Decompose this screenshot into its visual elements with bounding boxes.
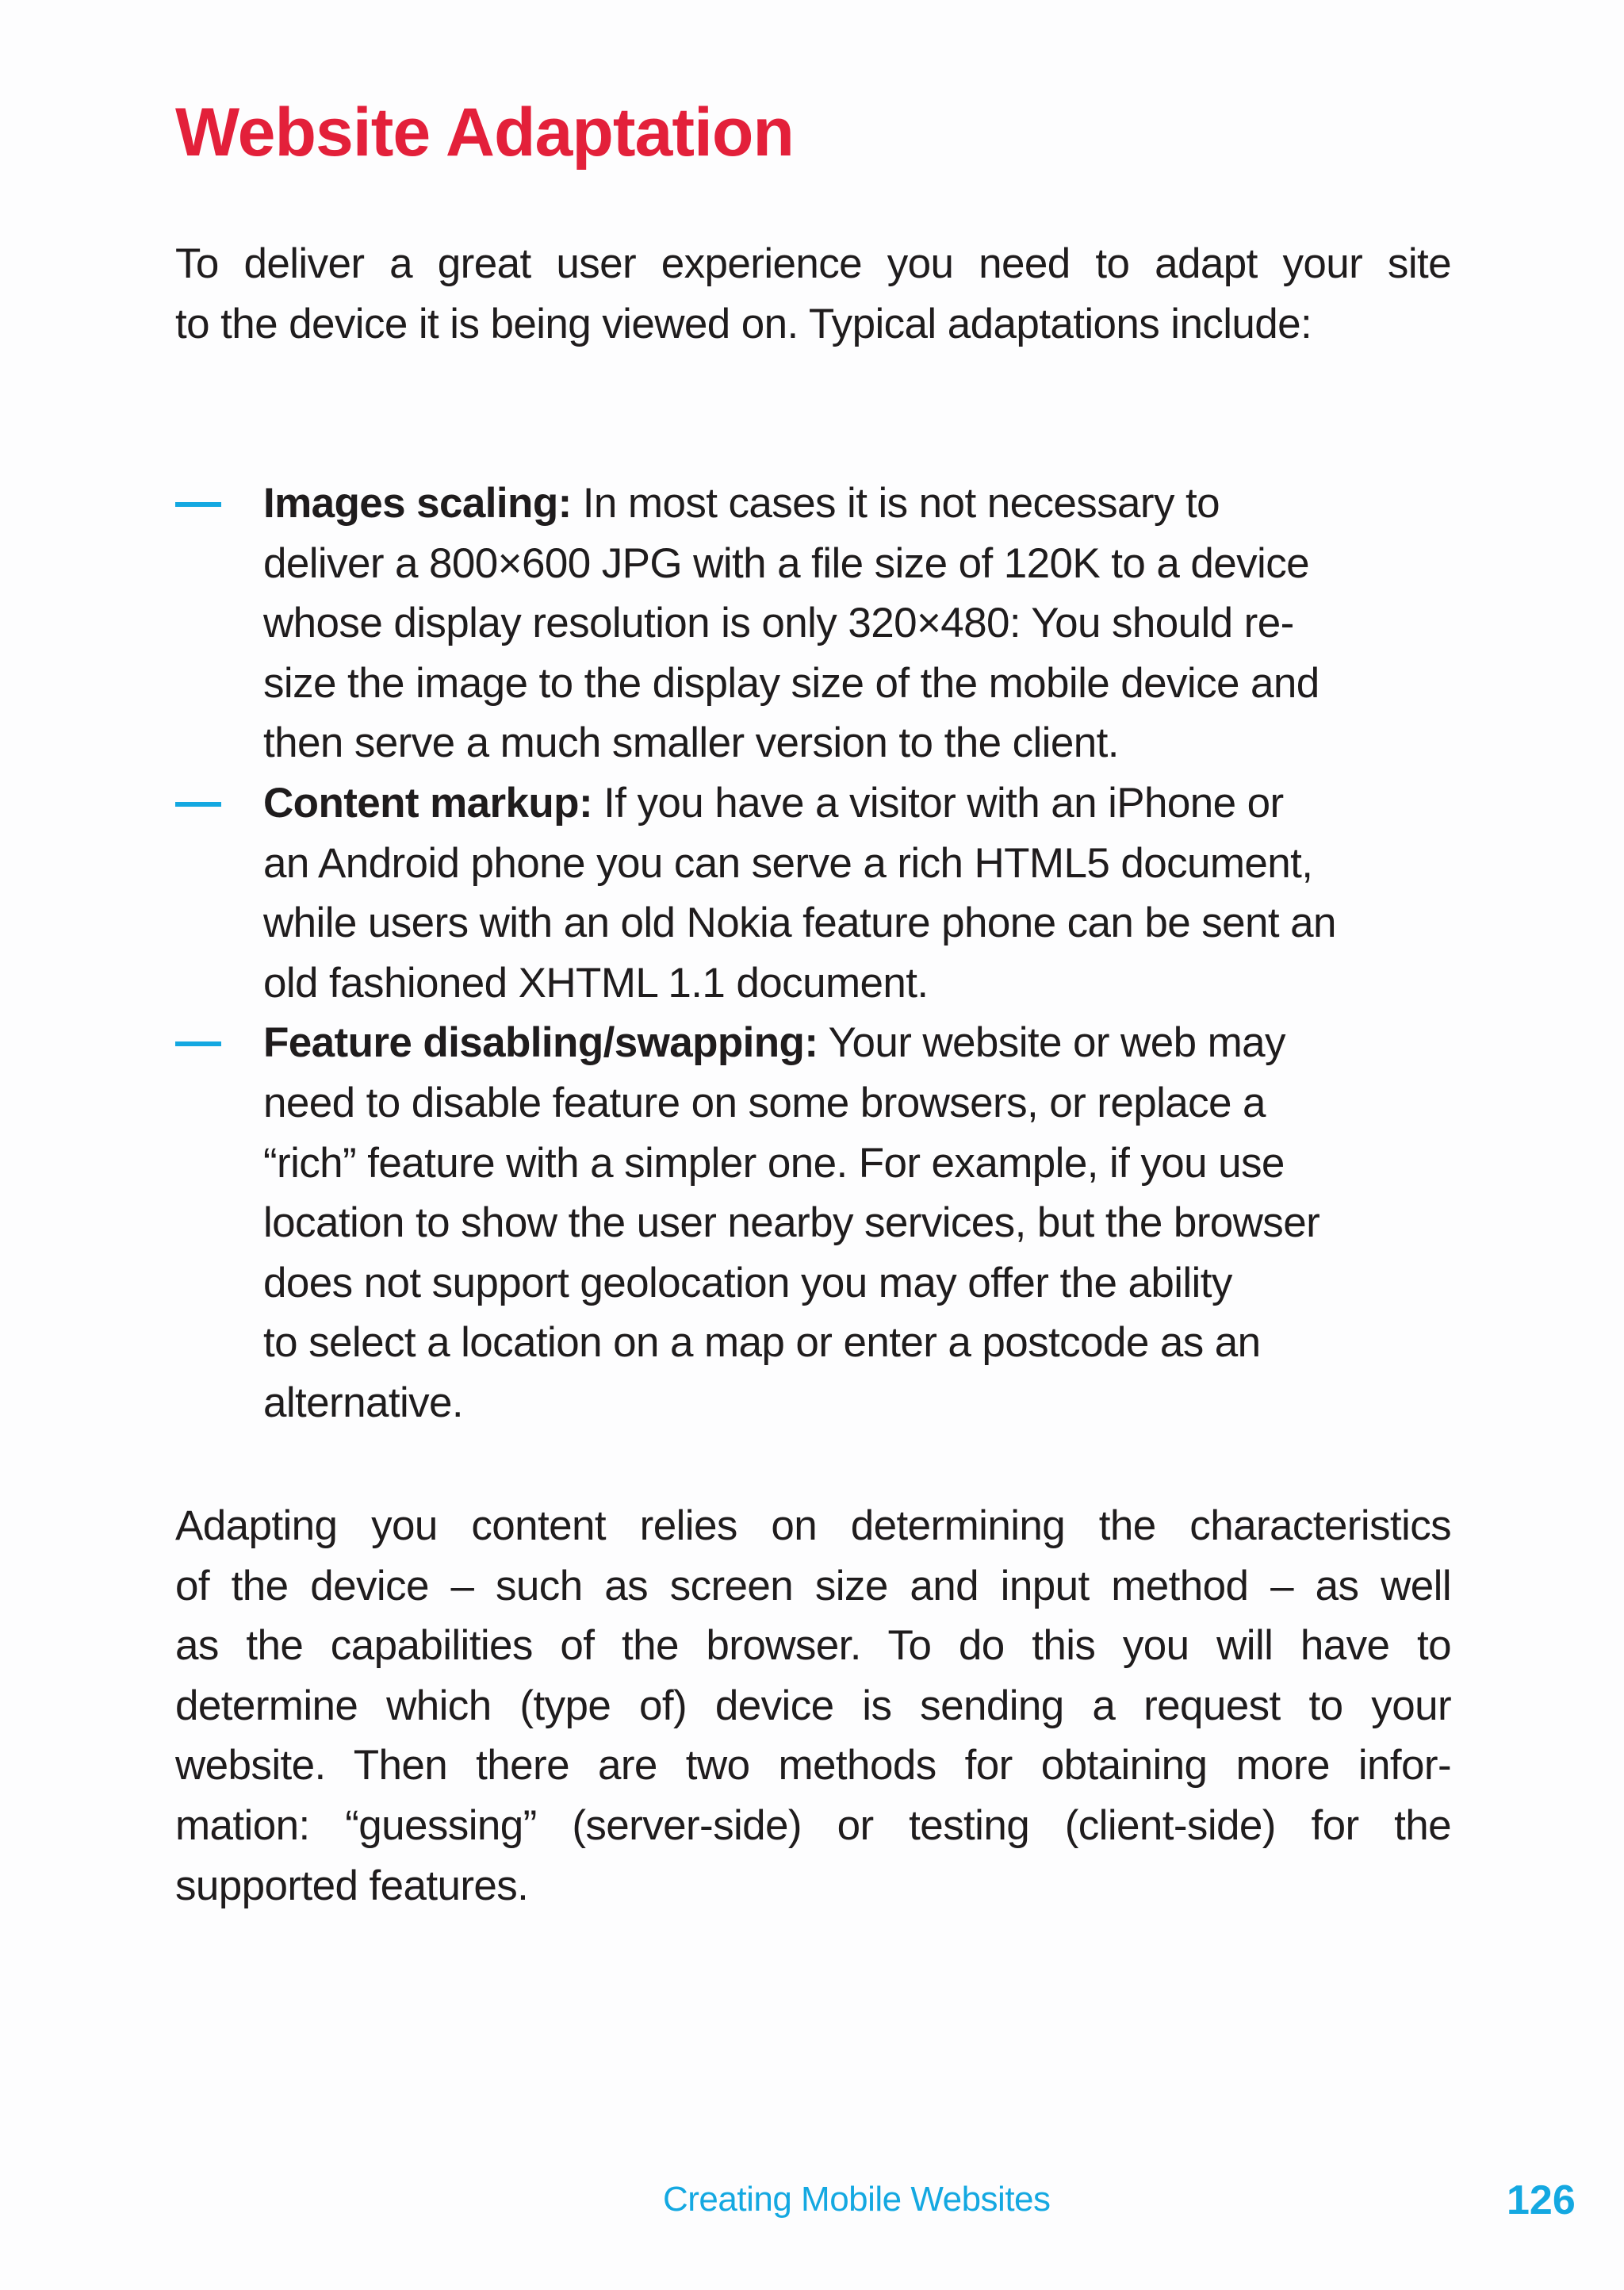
item-term: Images scaling: xyxy=(263,480,572,527)
text-line: mation: “guessing” (server-side) or testing (client-side) for the xyxy=(175,1801,1451,1849)
text-line: to select a location on a map or enter a postcode as an xyxy=(263,1319,1261,1367)
text-line: determine which (type of) device is sending a request to your xyxy=(175,1682,1451,1729)
footer-book-title: Creating Mobile Websites xyxy=(663,2180,1051,2219)
text-line: old fashioned XHTML 1.1 document. xyxy=(263,959,929,1007)
adaptations-list xyxy=(175,474,1451,1433)
text-line: Adapting you content relies on determining the characteristics xyxy=(175,1502,1451,1549)
dash-bullet-icon xyxy=(175,502,221,507)
intro-paragraph xyxy=(175,234,1451,354)
text-line: an Android phone you can serve a rich HTML5 document, xyxy=(263,839,1313,887)
list-item-content-markup xyxy=(175,773,1451,1013)
text-line: supported features. xyxy=(175,1862,529,1909)
text-line: need to disable feature on some browsers, or replace a xyxy=(263,1079,1266,1126)
text-line: website. Then there are two methods for obtaining more infor- xyxy=(175,1742,1451,1789)
text-line: size the image to the display size of the mobile device and xyxy=(263,659,1320,707)
text-line: To deliver a great user experience you need to adapt your site xyxy=(175,240,1451,287)
text-line: deliver a 800×600 JPG with a file size of 120K to a device xyxy=(263,539,1309,587)
text-line: “rich” feature with a simpler one. For example, if you use xyxy=(263,1139,1285,1187)
text-line: to the device it is being viewed on. Typical adaptations include: xyxy=(175,300,1312,347)
item-term: Content markup: xyxy=(263,779,593,827)
page-title: Website Adaptation xyxy=(175,94,794,171)
list-item-feature-disabling xyxy=(175,1013,1451,1433)
text-line: location to show the user nearby services, but the browser xyxy=(263,1199,1320,1247)
dash-bullet-icon xyxy=(175,1041,221,1046)
text-line: alternative. xyxy=(263,1379,464,1426)
dash-bullet-icon xyxy=(175,802,221,807)
text-line: If you have a visitor with an iPhone or xyxy=(592,779,1284,827)
text-line: whose display resolution is only 320×480: You should re- xyxy=(263,600,1294,647)
text-line: as the capabilities of the browser. To do this you will have to xyxy=(175,1622,1451,1670)
text-line: then serve a much smaller version to the client. xyxy=(263,719,1119,767)
item-term: Feature disabling/swapping: xyxy=(263,1019,818,1067)
closing-paragraph xyxy=(175,1496,1451,1916)
page-number: 126 xyxy=(1507,2177,1576,2223)
text-line: while users with an old Nokia feature phone can be sent an xyxy=(263,900,1336,947)
text-line: does not support geolocation you may offer the ability xyxy=(263,1259,1232,1306)
list-item-images-scaling xyxy=(175,474,1451,773)
text-line: Your website or web may xyxy=(818,1019,1285,1067)
text-line: of the device – such as screen size and input method – as well xyxy=(175,1562,1451,1609)
text-line: In most cases it is not necessary to xyxy=(571,480,1220,527)
